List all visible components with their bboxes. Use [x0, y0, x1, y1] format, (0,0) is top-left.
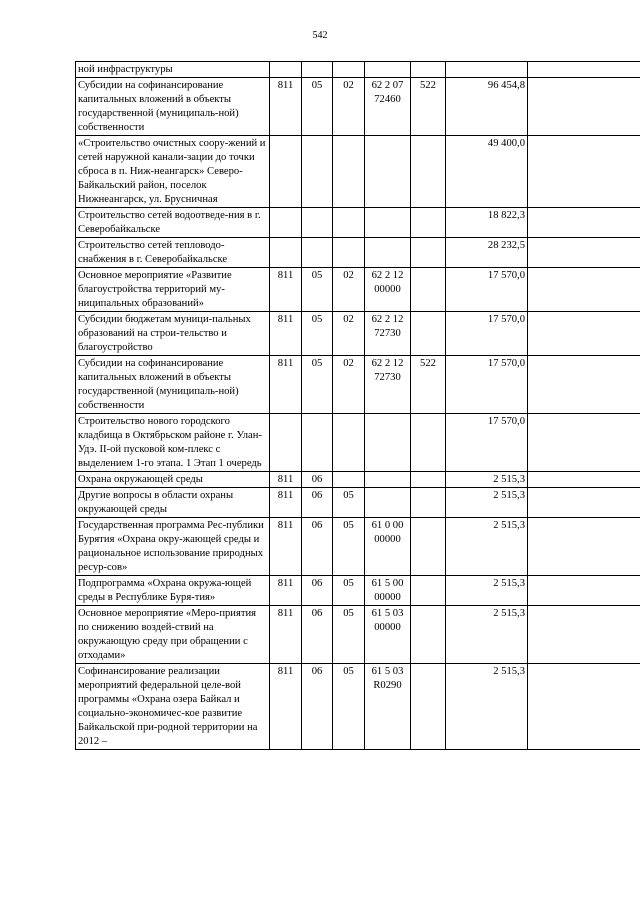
cell-empty — [528, 414, 640, 472]
cell-section-code: 06 — [302, 518, 333, 576]
cell-name: Софинансирование реализации мероприятий федеральной целе-вой программы «Охрана озера Байкал и социально-экономичес-кое развитие Байкальской при-родной территории на 2012 – — [76, 664, 270, 750]
cell-target-article-code — [365, 238, 411, 268]
cell-subsection-code — [333, 472, 365, 488]
cell-name: Субсидии на софинансирование капитальных вложений в объекты государственной (муниципаль-ной) собственности — [76, 356, 270, 414]
cell-empty — [528, 664, 640, 750]
cell-department-code: 811 — [270, 518, 302, 576]
cell-amount: 2 515,3 — [446, 518, 528, 576]
cell-target-article-code — [365, 136, 411, 208]
table-row — [76, 356, 640, 414]
cell-amount: 96 454,8 — [446, 78, 528, 136]
cell-section-code: 06 — [302, 664, 333, 750]
cell-target-article-code: 61 5 03 00000 — [365, 606, 411, 664]
cell-empty — [528, 518, 640, 576]
cell-subsection-code: 05 — [333, 606, 365, 664]
cell-target-article-code — [365, 472, 411, 488]
cell-expense-type-code — [411, 268, 446, 312]
cell-empty — [528, 208, 640, 238]
cell-department-code: 811 — [270, 472, 302, 488]
budget-table-body — [76, 62, 640, 750]
cell-target-article-code: 62 2 07 72460 — [365, 78, 411, 136]
table-row — [76, 414, 640, 472]
cell-target-article-code: 62 2 12 72730 — [365, 312, 411, 356]
cell-name: Строительство нового городского кладбища в Октябрьском районе г. Улан-Удэ. II-ой пусковой ком-плекс с выделением 1-го этапа. 1 Этап 1 очередь — [76, 414, 270, 472]
cell-expense-type-code — [411, 414, 446, 472]
cell-subsection-code: 02 — [333, 312, 365, 356]
page-number: 542 — [312, 30, 328, 41]
cell-section-code: 05 — [302, 312, 333, 356]
cell-subsection-code: 05 — [333, 664, 365, 750]
table-row — [76, 518, 640, 576]
table-row — [76, 268, 640, 312]
cell-name: «Строительство очистных соору-жений и сетей наружной канали-зации до точки сброса в п. Ниж-неангарск» Северо-Байкальский район, поселок Нижнеангарск, ул. Брусничная — [76, 136, 270, 208]
table-row — [76, 488, 640, 518]
cell-section-code: 06 — [302, 606, 333, 664]
table-row — [76, 62, 640, 78]
cell-target-article-code: 62 2 12 72730 — [365, 356, 411, 414]
cell-name: Охрана окружающей среды — [76, 472, 270, 488]
cell-expense-type-code — [411, 488, 446, 518]
cell-empty — [528, 78, 640, 136]
cell-empty — [528, 488, 640, 518]
cell-name: Государственная программа Рес-публики Бурятия «Охрана окру-жающей среды и рациональное использование природных ресур-сов» — [76, 518, 270, 576]
cell-amount: 17 570,0 — [446, 356, 528, 414]
cell-section-code: 05 — [302, 356, 333, 414]
table-row — [76, 136, 640, 208]
table-row — [76, 606, 640, 664]
cell-expense-type-code — [411, 238, 446, 268]
cell-target-article-code — [365, 208, 411, 238]
cell-department-code — [270, 414, 302, 472]
cell-amount: 2 515,3 — [446, 576, 528, 606]
table-row — [76, 664, 640, 750]
cell-amount: 2 515,3 — [446, 664, 528, 750]
cell-expense-type-code — [411, 472, 446, 488]
cell-section-code — [302, 62, 333, 78]
cell-department-code: 811 — [270, 576, 302, 606]
cell-name: ной инфраструктуры — [76, 62, 270, 78]
cell-amount: 28 232,5 — [446, 238, 528, 268]
table-row — [76, 238, 640, 268]
cell-empty — [528, 312, 640, 356]
cell-amount: 49 400,0 — [446, 136, 528, 208]
cell-department-code: 811 — [270, 356, 302, 414]
cell-name: Строительство сетей тепловодо-снабжения в г. Северобайкальске — [76, 238, 270, 268]
table-row — [76, 208, 640, 238]
cell-department-code — [270, 62, 302, 78]
cell-amount: 2 515,3 — [446, 488, 528, 518]
cell-section-code: 06 — [302, 472, 333, 488]
cell-amount: 17 570,0 — [446, 312, 528, 356]
cell-expense-type-code: 522 — [411, 78, 446, 136]
cell-expense-type-code — [411, 606, 446, 664]
cell-subsection-code: 05 — [333, 488, 365, 518]
cell-department-code — [270, 136, 302, 208]
cell-department-code: 811 — [270, 488, 302, 518]
cell-subsection-code — [333, 238, 365, 268]
cell-department-code — [270, 208, 302, 238]
cell-expense-type-code — [411, 312, 446, 356]
table-row — [76, 576, 640, 606]
cell-empty — [528, 268, 640, 312]
cell-expense-type-code — [411, 518, 446, 576]
cell-amount: 17 570,0 — [446, 268, 528, 312]
cell-subsection-code — [333, 414, 365, 472]
cell-target-article-code — [365, 62, 411, 78]
cell-amount: 2 515,3 — [446, 606, 528, 664]
cell-amount: 18 822,3 — [446, 208, 528, 238]
cell-department-code: 811 — [270, 268, 302, 312]
cell-target-article-code — [365, 414, 411, 472]
cell-name: Основное мероприятие «Развитие благоустройства территорий му-ниципальных образований» — [76, 268, 270, 312]
cell-name: Субсидии бюджетам муници-пальных образований на строи-тельство и благоустройство — [76, 312, 270, 356]
cell-empty — [528, 576, 640, 606]
cell-amount: 2 515,3 — [446, 472, 528, 488]
cell-empty — [528, 472, 640, 488]
cell-expense-type-code — [411, 62, 446, 78]
cell-subsection-code: 02 — [333, 268, 365, 312]
cell-target-article-code: 61 5 03 R0290 — [365, 664, 411, 750]
cell-target-article-code: 61 5 00 00000 — [365, 576, 411, 606]
cell-name: Субсидии на софинансирование капитальных вложений в объекты государственной (муниципаль-ной) собственности — [76, 78, 270, 136]
table-row — [76, 472, 640, 488]
cell-subsection-code — [333, 136, 365, 208]
cell-name: Другие вопросы в области охраны окружающей среды — [76, 488, 270, 518]
cell-subsection-code: 05 — [333, 576, 365, 606]
cell-empty — [528, 356, 640, 414]
table-row — [76, 312, 640, 356]
cell-target-article-code: 61 0 00 00000 — [365, 518, 411, 576]
cell-department-code — [270, 238, 302, 268]
cell-subsection-code: 02 — [333, 78, 365, 136]
table-row — [76, 78, 640, 136]
cell-amount: 17 570,0 — [446, 414, 528, 472]
cell-department-code: 811 — [270, 78, 302, 136]
cell-subsection-code — [333, 208, 365, 238]
budget-table — [75, 61, 640, 750]
cell-expense-type-code — [411, 208, 446, 238]
cell-department-code: 811 — [270, 606, 302, 664]
cell-empty — [528, 136, 640, 208]
cell-empty — [528, 62, 640, 78]
cell-target-article-code — [365, 488, 411, 518]
cell-expense-type-code — [411, 136, 446, 208]
cell-expense-type-code: 522 — [411, 356, 446, 414]
cell-empty — [528, 606, 640, 664]
cell-subsection-code — [333, 62, 365, 78]
cell-section-code: 05 — [302, 268, 333, 312]
cell-section-code — [302, 414, 333, 472]
cell-name: Подпрограмма «Охрана окружа-ющей среды в Республике Буря-тия» — [76, 576, 270, 606]
cell-section-code: 06 — [302, 576, 333, 606]
cell-subsection-code: 02 — [333, 356, 365, 414]
cell-target-article-code: 62 2 12 00000 — [365, 268, 411, 312]
cell-department-code: 811 — [270, 664, 302, 750]
cell-section-code — [302, 136, 333, 208]
cell-section-code: 06 — [302, 488, 333, 518]
cell-department-code: 811 — [270, 312, 302, 356]
cell-name: Строительство сетей водоотведе-ния в г. Северобайкальске — [76, 208, 270, 238]
cell-name: Основное мероприятие «Меро-приятия по снижению воздей-ствий на окружающую среду при обращении с отходами» — [76, 606, 270, 664]
cell-amount — [446, 62, 528, 78]
cell-subsection-code: 05 — [333, 518, 365, 576]
cell-expense-type-code — [411, 576, 446, 606]
cell-empty — [528, 238, 640, 268]
cell-expense-type-code — [411, 664, 446, 750]
cell-section-code: 05 — [302, 78, 333, 136]
cell-section-code — [302, 238, 333, 268]
cell-section-code — [302, 208, 333, 238]
